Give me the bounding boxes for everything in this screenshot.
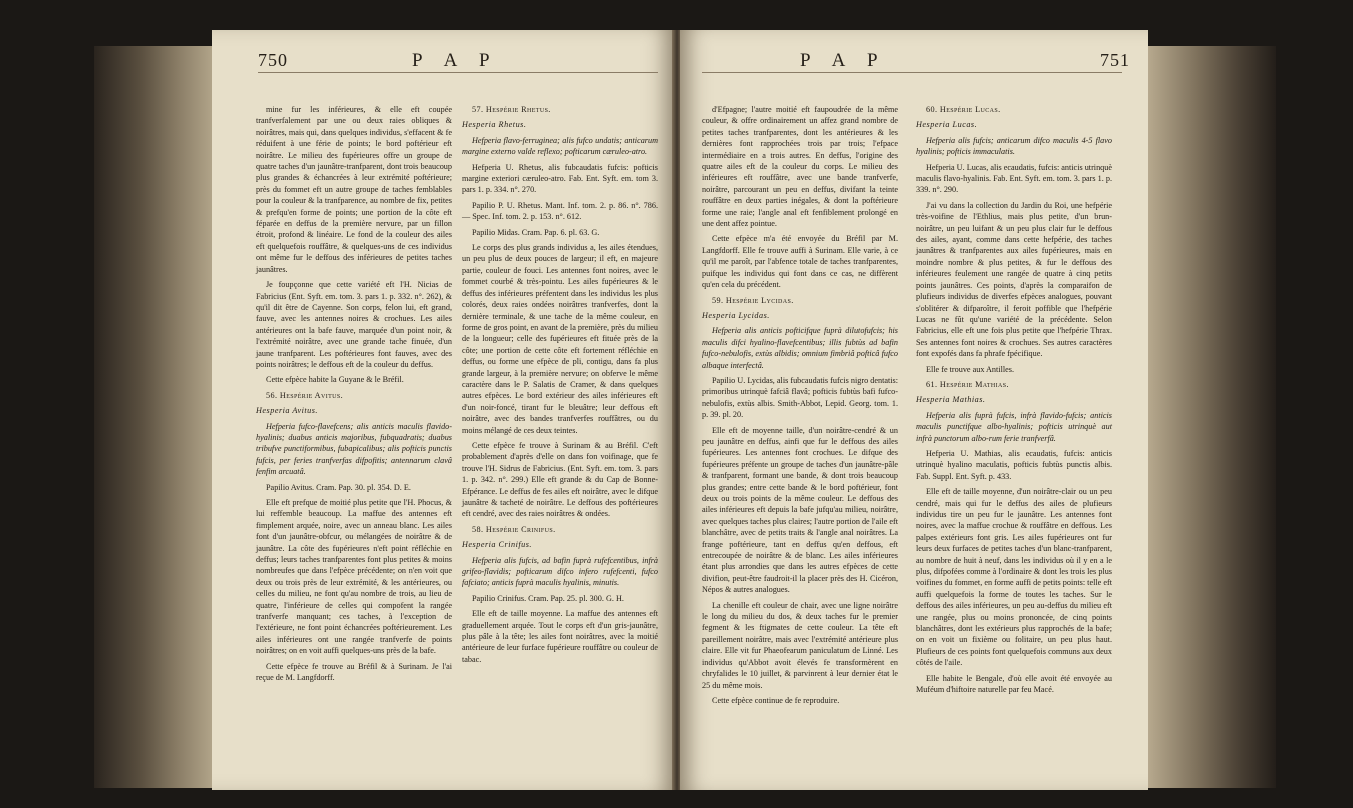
latin-name: Hesperia Crinifus. — [462, 540, 532, 550]
text-paragraph: Je foupçonne que cette variété eft l'H. Nicias de Fabricius (Ent. Syft. em. tom. 3. pars 1. p. 332. n°. 262), & qu'il dit être de Cayenne. Son corps, felon lui, eft grand, fauve, avec les antennes noires & crochues. Les ailes antérieures ont la bafe fauve, marquée d'un point noir, & l'extrémité noirâtre, avec une grande tache finuée, d'un jaune tranfparent. Les poftérieures font fauves, avec des points noirâtres; le deffous eft de la couleur du deffus. — [256, 280, 452, 369]
text-paragraph: Papilio Crinifus. Cram. Pap. 25. pl. 300. G. H. — [472, 593, 624, 603]
species-heading: 61. Hespérie Mathias. — [926, 379, 1009, 389]
text-paragraph: Hefperia U. Rhetus, alis fubcaudatis fufcis: pofticis margine exteriori cæruleo-atro. Fab. Ent. Syft. em. tom 3. pars 1. p. 334. n°. 270. — [462, 162, 658, 195]
text-paragraph: J'ai vu dans la collection du Jardin du Roi, une hefpérie très-voifine de l'Ethlius, mais plus petite, d'un brun-noirâtre, un peu luifant & un peu plus clair fur le deffous des ailes, ayant, comme dans cette hefpérie, des taches jaunâtres & tranfparentes aux ailes fupérieures, mais en moindre nombre & plus petites, & fur le deffous des inférieures feulement une rangée de quatre à cinq petits points jaunâtres. Ces points, d'après la comparaifon de plufieurs individus de diverfes efpèces analogues, pouvant s'oblitérer & difparoître, il feroit poffible que l'hefpérie Lucas ne fût qu'une variété de la précédente. Selon Fabricius, elle eft une fois plus petite que l'hefpérie Thrax. Ses antennes font noires & crochues. Ses autres caractères font expofés dans fa phrafe fpécifique. — [916, 200, 1112, 359]
left-page-number: 750 — [258, 50, 288, 70]
latin-diagnosis: Hefperia alis anticis pofticifque fuprà dilutofufcis; his maculis difci hyalino-flavefcentibus; illis fubtùs ad bafin fufco-nebulofis, extùs albidis; omnium fimbriâ pofticâ fufco albaque interfectâ. — [702, 326, 898, 370]
right-head-rule — [702, 72, 1122, 73]
left-column-1 — [256, 104, 452, 688]
latin-name: Hesperia Lycidas. — [702, 310, 770, 320]
left-head-rule — [258, 72, 658, 73]
latin-name: Hesperia Avitus. — [256, 406, 318, 416]
text-paragraph: Papilio U. Lycidas, alis fubcaudatis fufcis nigro dentatis: primoribus utrinquè fafciâ flavâ; pofticis fubtùs bafi fufco-nebulofis, extùs albis. Smith-Abbot, Lepid. Georg. tom. 1. p. 39. pl. 20. — [702, 375, 898, 420]
text-paragraph: Elle habite le Bengale, d'où elle avoit été envoyée au Muféum d'hiftoire naturelle par feu Macé. — [916, 673, 1112, 695]
text-paragraph: La chenille eft couleur de chair, avec une ligne noirâtre le long du milieu du dos, & deux taches fur le premier fegment & les ftigmates de cette couleur. La tête eft pareillement noirâtre, mais avec l'extrémité antérieure plus claire. Elle vit fur Phaeofearum paniculatum de Linné. Les individus qu'Abbot avoit élevés fe transformèrent en chryfalides le 10 juillet, & parvinrent à leur dernier état le 25 du même mois. — [702, 600, 898, 690]
latin-diagnosis: Hefperia flavo-ferruginea; alis fufco undatis; anticarum margine externo valde reflexo; pofticarum cæruleo-atro. — [462, 135, 658, 157]
left-book-edge — [94, 46, 214, 788]
text-paragraph: Cette efpèce continue de fe reproduire. — [712, 695, 840, 705]
latin-diagnosis: Hefperia alis fufcis, ad bafin fuprà rufefcentibus, infrà grifeo-flavidis; pofticarum difco infero rufefcenti, fufco fafciato; anticis fuprà maculis hyalinis, minutis. — [462, 555, 658, 588]
text-paragraph: Papilio Midas. Cram. Pap. 6. pl. 63. G. — [472, 227, 600, 237]
latin-diagnosis: Hefperia fufco-flavefcens; alis anticis maculis flavido-hyalinis; duabus anticis majoribus, fubquadratis; duabus tribufve punctiformibus, fubapicalibus; alis pofticis punctis fufcis, per feries tranfverfas difpofitis; antennarum clavâ fenfim arcuatâ. — [256, 421, 452, 477]
right-running-head: P A P — [800, 50, 887, 71]
right-page — [680, 30, 1148, 790]
text-paragraph: Hefperia U. Lucas, alis ecaudatis, fufcis: anticis utrinquè maculis flavo-hyalinis. Fab. Ent. Syft. em. tom. 3. pars 1. p. 339. n°. 290. — [916, 162, 1112, 195]
left-page — [212, 30, 674, 790]
species-heading: 58. Hespérie Crinifus. — [472, 524, 556, 534]
species-heading: 56. Hespérie Avitus. — [266, 390, 344, 400]
right-column-1 — [702, 104, 898, 710]
text-paragraph: Elle eft de taille moyenne, d'un noirâtre-clair ou un peu cendré, mais qui fur le deffus des ailes de plufieurs individus tire un peu fur le jaunâtre. Les antennes font noires, avec la maffue crochue & rouffâtre en deffous. Les palpes extérieurs font gris. Les ailes fupérieures ont fur leurs deux furfaces de petites taches d'un blanc-tranfparent, au nombre de huit à neuf, dans les individus où il y en a le plus, difpofées comme à l'ordinaire & dont les trois les plus voifines du fommet, en forme auffi de petits points: telle eft auffi quelquefois la forme de toutes les taches. Sur le deffous des ailes inférieures, un peu au-deffus du milieu eft une rangée, plus ou moins prononcée, de cinq points blanchâtres, dont les extérieurs plus rapprochés de la bafe; on en voit un fixième ou folitaire, un peu plus haut. Plufieurs de ces points font quelquefois communs aux deux côtés de l'aile. — [916, 487, 1112, 668]
species-heading: 57. Hespérie Rhetus. — [472, 105, 551, 114]
species-heading: 60. Hespérie Lucas. — [926, 105, 1001, 114]
text-paragraph: Cette efpèce fe trouve au Bréfil & à Surinam. Je l'ai reçue de M. Langfdorff. — [256, 661, 452, 683]
text-paragraph: Elle fe trouve aux Antilles. — [926, 364, 1014, 374]
text-paragraph: Le corps des plus grands individus a, les ailes étendues, un peu plus de deux pouces de largeur; il eft, en majeure partie, couleur de fouci. Les antennes font noires, avec le fommet courbé & très-pointu. Les ailes fupérieures & le deffus des inférieures préfentent dans les individus les plus colorés, deux raies ondées noirâtres tranfverfes, dont la dernière terminale, & une tache de la même couleur, en forme de gros point, en avant de la première, près du milieu de la longueur; celle des fupérieures eft fituée près de la côte; une portion de cette côte eft fortement réfléchie en deffus, ou forme une efpèce de pli, contigu, dans fa plus grande largeur, à la première nervure; on obferve le même caractère dans le P. Salatis de Cramer, & dans quelques autres efpèces. Le bord extérieur des ailes inférieures eft d'un noir-foncé, tirant fur le bleuâtre; leur deffous eft noirâtre, avec des bandes tranfverfes rouffâtres, ou du moins mélangé de ces deux teintes. — [462, 243, 658, 435]
text-paragraph: Elle eft de taille moyenne. La maffue des antennes eft graduellement arquée. Tout le corps eft d'un gris-jaunâtre, plus pâle à la tête; les ailes font noirâtres, avec la moitié antérieure de leur furface fupérieure rouffâtre ou couleur de tabac. — [462, 609, 658, 664]
left-column-2 — [462, 104, 658, 669]
text-paragraph: Elle eft prefque de moitié plus petite que l'H. Phocus, & lui reffemble beaucoup. La maffue des antennes eft fimplement arquée, noire, avec un anneau blanc. Les ailes font d'un jaunâtre-obfcur, ou mélangées de noirâtre & de jaunâtre. La côte des fupérieures n'eft point réfléchie en deffus; leurs taches tranfparentes font plus petites & moins nombreufes que dans l'efpèce précédente; on n'en voit que deux ou trois près de leur extrémité, & les antérieures, ou celles du milieu, ne font qu'au nombre de trois, au lieu de quatre, l'inférieure de celles qui compofent la rangée tranfverfe manquant; ces taches, à l'exception de l'extérieure, ne font point échancrées poftérieurement. Les ailes inférieures ont une rangée tranfverfe de points noirâtres; on en voit auffi quelques-uns près de la bafe. — [256, 498, 452, 656]
latin-name: Hesperia Lucas. — [916, 120, 978, 130]
text-paragraph: Cette efpèce fe trouve à Surinam & au Bréfil. C'eft probablement d'après d'elle on dans fon voifinage, que fe trouve l'H. Sidrus de Fabricius. (Ent. Syft. em. tom. 3. pars 1. p. 342. n°. 299.) Elle eft grande & du Cap de Bonne-Efpérance. Le deffus de fes ailes eft noirâtre, avec le difque jaunâtre & tacheté de noirâtre. Le deffous des poftérieures eft cendré, avec des raies noirâtres & ondées. — [462, 440, 658, 519]
left-running-head: P A P — [412, 50, 499, 71]
text-paragraph: Cette efpèce habite la Guyane & le Bréfil. — [266, 375, 404, 385]
text-paragraph: d'Efpagne; l'autre moitié eft faupoudrée de la même couleur, & offre ordinairement un affez grand nombre de petites taches tranfparentes, dont les antérieures & les dernières font rapprochées trois par trois; l'efpace intermédiaire en a trois autres. En deffus, l'origine des quatre ailes eft de la couleur du corps. Le milieu des inférieures eft rouffâtre, avec une bande tranfverfe, noirâtre, parcourant un peu en deffus, divifant la teinte rouffâtre en deux parties inégales, & dont la poftérieure forme une raie; l'angle anal eft fenfiblement prolongé en une dent affez pointue. — [702, 105, 898, 229]
text-paragraph: Papilio Avitus. Cram. Pap. 30. pl. 354. D. E. — [266, 482, 411, 492]
right-column-2 — [916, 104, 1112, 700]
right-book-edge — [1146, 46, 1276, 788]
species-heading: 59. Hespérie Lycidas. — [712, 295, 794, 305]
latin-diagnosis: Hefperia alis fufcis; anticarum difco maculis 4-5 flavo hyalinis; pofticis immaculatis. — [916, 135, 1112, 157]
latin-name: Hesperia Mathias. — [916, 395, 986, 405]
text-paragraph: Papilio P. U. Rhetus. Mant. Inf. tom. 2. p. 86. n°. 786. — Spec. Inf. tom. 2. p. 153. n°. 612. — [462, 200, 658, 222]
right-page-number: 751 — [1100, 50, 1130, 70]
text-paragraph: Elle eft de moyenne taille, d'un noirâtre-cendré & un peu jaunâtre en deffus, ainfi que fur le deffous des ailes fupérieures. Les antennes font crochues. Le difque des fupérieures préfente un groupe de taches d'un jaunâtre-pâle & tranfparent, formant une bande, & dont trois beaucoup plus grandes; entre cette bande & le bord poftérieur, font deux ou trois points de la même couleur. Le deffous des ailes inférieures eft depuis la bafe jufqu'au milieu, noirâtre, avec quelques taches plus claires; l'autre portion de l'aile eft blanchâtre, avec de petits traits & l'angle anal noirâtres. La frange poftérieure, tant en deffus qu'en deffous, eft entrecoupée de noirâtre & de blanc. Les ailes inférieures étant plus arrondies que dans les autres efpèces de cette divifion, peut-être faudroit-il la placer près des H. Cicéron, Népos & autres analogues. — [702, 425, 898, 595]
latin-name: Hesperia Rhetus. — [462, 120, 527, 130]
latin-diagnosis: Hefperia alis fuprà fufcis, infrà flavido-fufcis; anticis maculis punctifque albo-hyalinis; pofticis utrinquè aut infrà punctorum albo-rum ferie tranfverfâ. — [916, 410, 1112, 443]
text-paragraph: Cette efpèce m'a été envoyée du Bréfil par M. Langfdorff. Elle fe trouve auffi à Surinam. Elle varie, à ce qu'il me paroît, par l'abfence totale de taches tranfparentes, puifque les individus qui font dans ce cas, ne diffèrent qu'en cela du précédent. — [702, 234, 898, 290]
text-paragraph: Hefperia U. Mathias, alis ecaudatis, fufcis: anticis utrinquè hyalino maculatis, pofticis fubtùs punctis albis. Fab. Suppl. Ent. Syft. p. 433. — [916, 448, 1112, 481]
text-paragraph: mine fur les inférieures, & elle eft coupée tranfverfalement par une ou deux raies obliques & noirâtres, mais qui, dans quelques individus, s'effacent & fe réduifent à une férie de points; le bord poftérieur eft noirâtre. Le milieu des fupérieures offre un groupe de quatre taches d'un jaunâtre-tranfparent, dont trois beaucoup plus grandes & échancrées à leur extrémité poftérieure; près du fommet eft un autre groupe de taches femblables pour la couleur & la tranfparence, au nombre de fix, petites & prefqu'en forme de points; une portion de la côte eft féparée en deffus de la première nervure, par un fillon étroit, profond & linéaire. Le fond de la couleur des ailes eft quelquefois rouffâtre, & quelques-uns de ces individus ont même fur le deffous des inférieures de petites taches jaunâtres. — [256, 105, 452, 274]
